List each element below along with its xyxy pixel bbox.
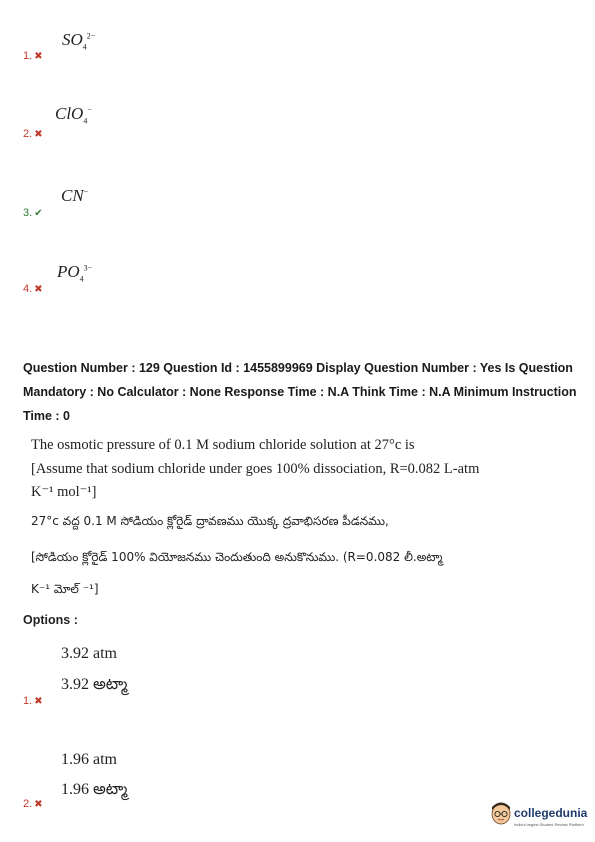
question-meta-line1: Question Number : 129 Question Id : 1455899969 Display Question Number : Yes Is Question (23, 361, 573, 375)
options-label: Options : (23, 613, 78, 627)
prev-option-3-formula: CN− (61, 186, 89, 205)
question-en-line3: K⁻¹ mol⁻¹] (31, 484, 97, 500)
question-te-line2: [సోడియం క్లోరైడ్ 100% వియోజనము చెందుతుంది అనుకొనుము. (R=0.082 లీ.అట్మా (31, 550, 443, 564)
option-2-en: 1.96 atm (61, 751, 117, 768)
mascot-icon (490, 800, 512, 826)
question-meta-line3: Time : 0 (23, 409, 71, 423)
logo-name: collegedunia (514, 806, 588, 820)
wrong-icon: ✖ (34, 284, 43, 295)
option-2-number: 2. ✖ (23, 798, 43, 810)
question-en-line1: The osmotic pressure of 0.1 M sodium chloride solution at 27°c is (31, 437, 415, 453)
wrong-icon: ✖ (34, 129, 43, 140)
wrong-icon: ✖ (34, 696, 43, 707)
prev-option-2-formula: ClO$_4$− (55, 104, 92, 126)
option-1-number: 1. ✖ (23, 695, 43, 707)
prev-option-1-formula: $SO_4^{2-}$ (62, 30, 96, 52)
question-en-line2: [Assume that sodium chloride under goes 100% dissociation, R=0.082 L-atm (31, 461, 480, 477)
question-meta-line2: Mandatory : No Calculator : None Response Time : N.A Think Time : N.A Minimum Instruction (23, 385, 577, 399)
prev-option-4-number: 4. ✖ (23, 283, 43, 295)
wrong-icon: ✖ (34, 799, 43, 810)
logo-tagline: India's largest Student Review Platform (514, 822, 584, 827)
wrong-icon: ✖ (34, 51, 43, 62)
prev-option-2-number: 2. ✖ (23, 128, 43, 140)
option-2-te: 1.96 అట్మా (61, 781, 128, 798)
prev-option-1-number: 1. ✖ (23, 50, 43, 62)
prev-option-3-number: 3. ✔ (23, 207, 43, 219)
prev-option-4-formula: $PO_4^{3-}$ (57, 262, 93, 284)
option-1-en: 3.92 atm (61, 645, 117, 662)
question-meta (23, 356, 583, 428)
question-te-line1: 27°c వద్ద 0.1 M సోడియం క్లోరైడ్ ద్రావణము యొక్క ద్రవాభిసరణ పీడనము, (31, 514, 389, 528)
check-icon: ✔ (34, 208, 43, 219)
collegedunia-logo (490, 798, 590, 834)
option-1-te: 3.92 అట్మా (61, 676, 128, 693)
question-te-line3: K⁻¹ మోల్ ⁻¹] (31, 582, 99, 596)
